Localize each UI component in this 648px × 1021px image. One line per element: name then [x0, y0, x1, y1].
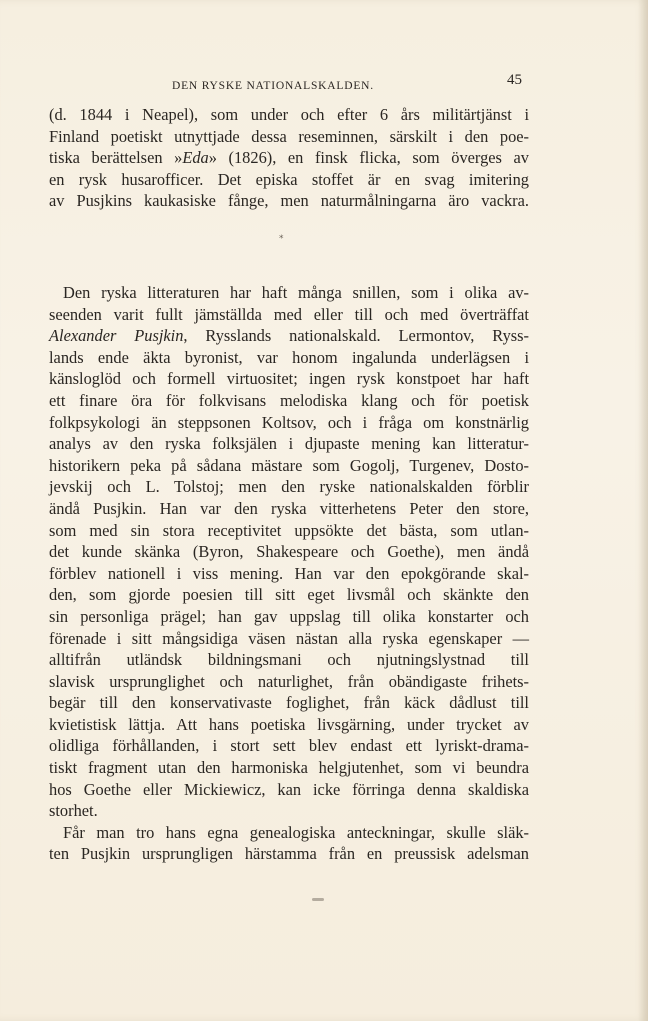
page-header: [172, 72, 522, 94]
text-line: Finland poetiskt utnyttjade dessa reseminnen, särskilt i den poe-: [49, 126, 529, 146]
text-line: som med sin stora receptivitet uppsökte det bästa, som utlan-: [49, 520, 529, 540]
text-line: folkpsykologi än steppsonen Koltsov, och i fråga om konstnärlig: [49, 412, 529, 432]
text-line: seenden varit fullt jämställda med eller till och med överträffat: [49, 304, 529, 324]
section-break-mark: *: [279, 234, 284, 244]
text-line: känsloglöd och formell virtuositet; ingen rysk konstpoet har haft: [49, 369, 529, 389]
text-line: en rysk husarofficer. Det episka stoffet är en svag imitering: [49, 169, 529, 189]
paper-speck: [312, 898, 324, 901]
text-line: Får man tro hans egna genealogiska anteckningar, skulle släk-: [63, 822, 529, 842]
text-line: lands ende äkta byronist, var honom ingalunda underlägsen i: [49, 347, 529, 367]
text-line: det kunde skänka (Byron, Shakespeare och Goethe), men ändå: [49, 542, 529, 562]
text-line: förblev nationell i viss mening. Han var den epokgörande skal-: [49, 563, 529, 583]
text-line: av Pusjkins kaukasiske fånge, men naturmålningarna äro vackra.: [49, 191, 529, 211]
text-line: (d. 1844 i Neapel), som under och efter 6 års militärtjänst i: [49, 105, 529, 124]
text-line: Alexander Pusjkin, Rysslands nationalskald. Lermontov, Ryss-: [49, 326, 529, 346]
text-line: olidliga förhållanden, i stort sett blev endast ett lyriskt-drama-: [49, 736, 529, 756]
text-line: förenade i sitt mångsidiga väsen nästan alla ryska egenskaper —: [49, 628, 529, 648]
text-line: ten Pusjkin ursprungligen härstamma från en preussisk adelsman: [49, 844, 529, 864]
text-line: Den ryska litteraturen har haft många snillen, som i olika av-: [63, 283, 529, 302]
text-line: begär till den konservativaste foglighet, från käck dådlust till: [49, 693, 529, 713]
text-line: hos Goethe eller Mickiewicz, kan icke förringa denna skaldiska: [49, 779, 529, 799]
text-line: jevskij och L. Tolstoj; men den ryske nationalskalden förblir: [49, 477, 529, 497]
text-line: den, som gjorde poesien till sitt eget livsmål och skänkte den: [49, 585, 529, 605]
text-line: historikern peka på sådana mästare som Gogolj, Turgenev, Dosto-: [49, 455, 529, 475]
text-line: ett finare öra för folkvisans melodiska klang och för poetisk: [49, 390, 529, 410]
paragraph-1: [49, 104, 529, 212]
paragraph-2: [49, 282, 529, 865]
text-line: tiska berättelsen »Eda» (1826), en finsk flicka, som överges av: [49, 148, 529, 168]
text-line: kvietistisk lättja. Att hans poetiska livsgärning, under trycket av: [49, 714, 529, 734]
running-head: DEN RYSKE NATIONALSKALDEN.: [172, 80, 374, 92]
text-line: slavisk ursprunglighet och naturlighet, från obändigaste frihets-: [49, 671, 529, 691]
text-line: tiskt fragment utan den harmoniska helgjutenhet, som vi beundra: [49, 758, 529, 778]
text-line: ändå Pusjkin. Han var den ryska vitterhetens Peter den store,: [49, 498, 529, 518]
page-number: 45: [507, 72, 522, 88]
text-line: alltifrån utländsk bildningsmani och njutningslystnad till: [49, 650, 529, 670]
text-line: analys av den ryska folksjälen i djupaste mening kan litteratur-: [49, 434, 529, 454]
text-line: storhet.: [49, 801, 98, 821]
text-line: sin personliga prägel; han gav uppslag till olika konstarter och: [49, 606, 529, 626]
